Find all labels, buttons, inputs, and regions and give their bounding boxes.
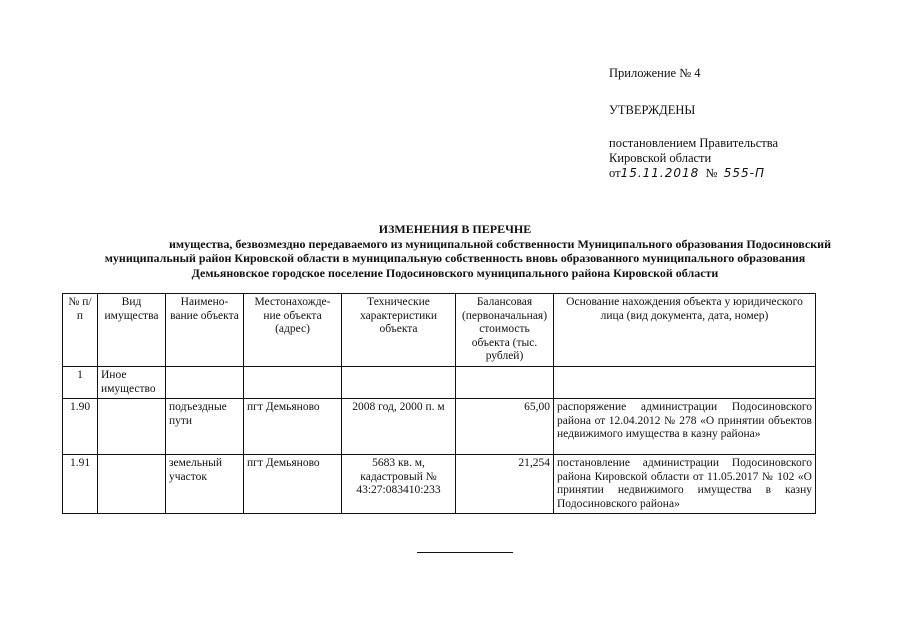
date-prefix: от: [609, 166, 621, 180]
title-line-3: муниципальный район Кировской области в муниципальную собственность вновь образованного муниципального образования: [104, 251, 806, 265]
row-basis: распоряжение администрации Подосиновского района от 12.04.2012 № 278 «О принятии объектов недвижимого имущества в казну района»: [554, 399, 816, 455]
row-cost: 65,00: [456, 399, 554, 455]
row-specs: 5683 кв. м, кадастровый № 43:27:083410:233: [342, 455, 456, 514]
handwritten-number: 555-П: [723, 166, 765, 180]
number-prefix: №: [705, 166, 718, 180]
table-cell: [554, 367, 816, 399]
approved-label: УТВЕРЖДЕНЫ: [609, 103, 696, 117]
title-line-4: Демьяновское городское поселение Подосиновского муниципального района Кировской области: [191, 265, 719, 280]
handwritten-date: 15.11.2018: [620, 166, 700, 180]
resolution-date-line: [609, 166, 889, 181]
table-cell: [342, 367, 456, 399]
header-location: Местонахожде-ние объекта (адрес): [244, 294, 342, 367]
title-line-1: ИЗМЕНЕНИЯ В ПЕРЕЧНЕ: [378, 222, 532, 236]
section-row: [63, 367, 816, 399]
table-row: [63, 399, 816, 455]
header-kind: Вид имущества: [98, 294, 166, 367]
row-kind: [98, 455, 166, 514]
property-table: [62, 293, 816, 514]
row-name: подъездные пути: [166, 399, 244, 455]
section-num: 1: [63, 367, 98, 399]
row-kind: [98, 399, 166, 455]
header-name: Наимено-вание объекта: [166, 294, 244, 367]
header-basis: Основание нахождения объекта у юридического лица (вид документа, дата, номер): [554, 294, 816, 367]
table-cell: [456, 367, 554, 399]
appendix-label: Приложение № 4: [609, 66, 701, 80]
table-cell: [244, 367, 342, 399]
row-num: 1.90: [63, 399, 98, 455]
row-location: пгт Демьяново: [244, 399, 342, 455]
table-cell: [166, 367, 244, 399]
resolution-line-2: Кировской области: [609, 151, 712, 165]
document-title: [60, 222, 850, 280]
row-name: земельный участок: [166, 455, 244, 514]
title-line-2: имущества, безвозмездно передаваемого из муниципальной собственности Муниципального образования Подосиновский: [169, 236, 831, 251]
approval-block: [609, 66, 889, 181]
header-cost: Балансовая (первоначальная) стоимость объекта (тыс. рублей): [456, 294, 554, 367]
header-num: № п/п: [63, 294, 98, 367]
header-specs: Технические характеристики объекта: [342, 294, 456, 367]
row-specs: 2008 год, 2000 п. м: [342, 399, 456, 455]
row-location: пгт Демьяново: [244, 455, 342, 514]
row-cost: 21,254: [456, 455, 554, 514]
row-basis: постановление администрации Подосиновского района Кировской области от 11.05.2017 № 102 «О принятии недвижимого имущества в казну Подосиновского района»: [554, 455, 816, 514]
table-row: [63, 455, 816, 514]
closing-divider: [417, 552, 513, 553]
table-header-row: [63, 294, 816, 367]
section-kind: Иное имущество: [98, 367, 166, 399]
row-num: 1.91: [63, 455, 98, 514]
resolution-line-1: постановлением Правительства: [609, 136, 779, 150]
